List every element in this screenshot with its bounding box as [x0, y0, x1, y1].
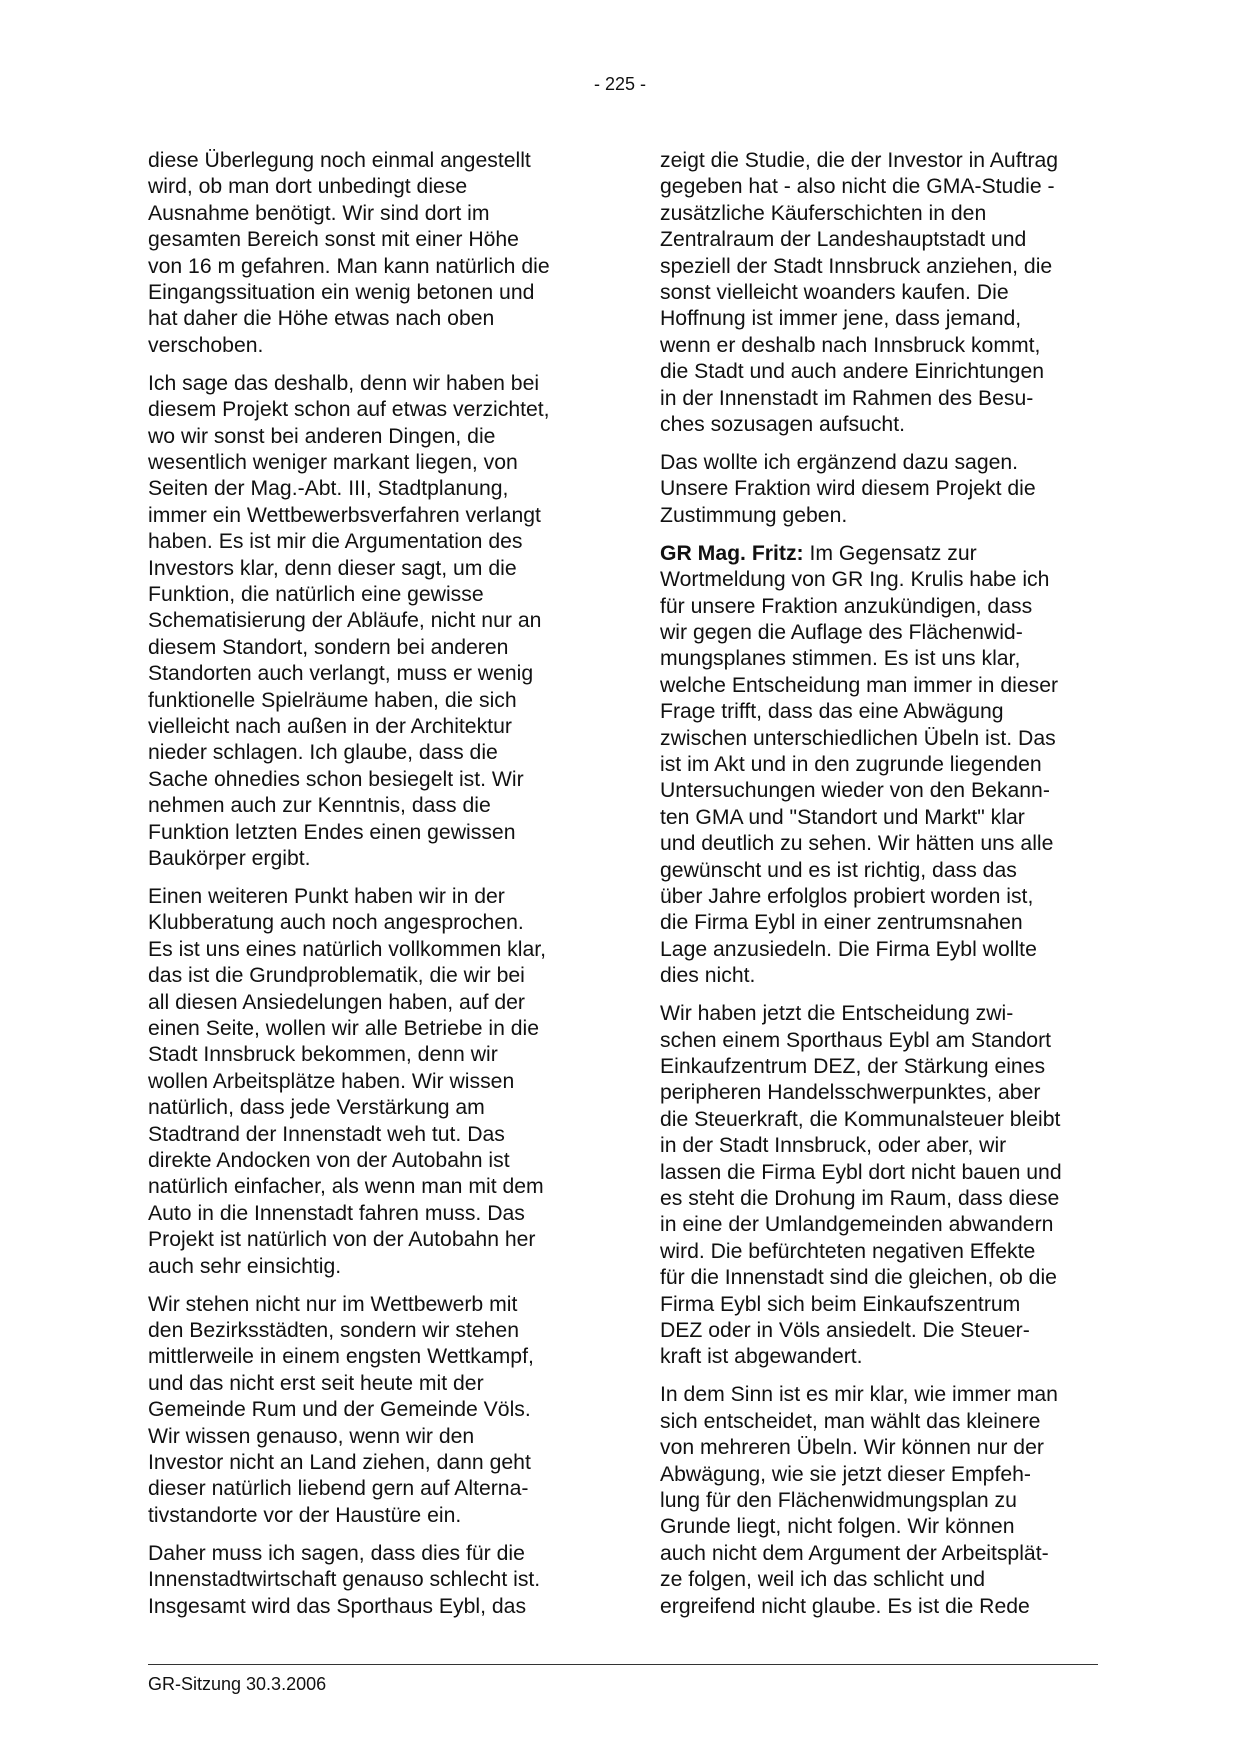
text-line: Standorten auch verlangt, muss er wenig	[148, 662, 534, 686]
text-line: den Bezirksstädten, sondern wir stehen	[148, 1318, 519, 1342]
text-line: Schematisierung der Abläufe, nicht nur an	[148, 609, 542, 633]
text-line: sonst vielleicht woanders kaufen. Die	[660, 281, 1009, 305]
text-line: Untersuchungen wieder von den Bekann-	[660, 779, 1050, 803]
text-line: Firma Eybl sich beim Einkaufszentrum	[660, 1292, 1021, 1316]
text-line: mittlerweile in einem engsten Wettkampf,	[148, 1345, 534, 1369]
text-line: in eine der Umlandgemeinden abwandern	[660, 1213, 1054, 1237]
text-line: Wir stehen nicht nur im Wettbewerb mit	[148, 1292, 518, 1316]
text-line: Einen weiteren Punkt haben wir in der	[148, 884, 505, 908]
text-line: direkte Andocken von der Autobahn ist	[148, 1149, 510, 1173]
text-line: mungsplanes stimmen. Es ist uns klar,	[660, 647, 1021, 671]
text-line: wenn er deshalb nach Innsbruck kommt,	[660, 333, 1041, 357]
text-line: dies nicht.	[660, 964, 756, 988]
text-line: Wir wissen genauso, wenn wir den	[148, 1424, 475, 1448]
text-line: verschoben.	[148, 333, 264, 357]
text-line: für unsere Fraktion anzukündigen, dass	[660, 594, 1033, 618]
text-line: dieser natürlich liebend gern auf Alterna-	[148, 1477, 529, 1501]
text-line: wird. Die befürchteten negativen Effekte	[660, 1239, 1036, 1263]
text-line: Daher muss ich sagen, dass dies für die	[148, 1541, 525, 1565]
text-line: speziell der Stadt Innsbruck anziehen, die	[660, 254, 1053, 278]
text-line: Innenstadtwirtschaft genauso schlecht ist.	[148, 1568, 541, 1592]
text-line: wo wir sonst bei anderen Dingen, die	[148, 424, 496, 448]
text-line: wird, ob man dort unbedingt diese	[148, 175, 468, 199]
text-line: es steht die Drohung im Raum, dass diese	[660, 1186, 1060, 1210]
paragraph	[148, 1541, 588, 1620]
paragraph	[148, 371, 588, 873]
text-line: sich entscheidet, man wählt das kleinere	[660, 1409, 1041, 1433]
text-line: nieder schlagen. Ich glaube, dass die	[148, 741, 498, 765]
text-line: Stadt Innsbruck bekommen, denn wir	[148, 1043, 498, 1067]
speaker-name: GR Mag. Fritz:	[660, 541, 804, 565]
paragraph	[148, 148, 588, 359]
text-line: In dem Sinn ist es mir klar, wie immer man	[660, 1383, 1058, 1407]
left-column	[148, 148, 588, 1631]
text-line: gesamten Bereich sonst mit einer Höhe	[148, 228, 519, 252]
paragraph	[660, 541, 1100, 990]
text-line: diesem Projekt schon auf etwas verzichtet,	[148, 398, 550, 422]
text-line: Zentralraum der Landeshauptstadt und	[660, 228, 1027, 252]
text-line: natürlich, dass jede Verstärkung am	[148, 1096, 485, 1120]
text-line: auch nicht dem Argument der Arbeitsplät-	[660, 1541, 1049, 1565]
text-line: Unsere Fraktion wird diesem Projekt die	[660, 477, 1036, 501]
text-line: Sache ohnedies schon besiegelt ist. Wir	[148, 767, 524, 791]
text-line: nehmen auch zur Kenntnis, dass die	[148, 794, 491, 818]
text-line: für die Innenstadt sind die gleichen, ob die	[660, 1266, 1057, 1290]
text-line: Funktion letzten Endes einen gewissen	[148, 820, 516, 844]
text-line: auch sehr einsichtig.	[148, 1254, 342, 1278]
text-line: ten GMA und "Standort und Markt" klar	[660, 805, 1025, 829]
text-line: Wortmeldung von GR Ing. Krulis habe ich	[660, 568, 1050, 592]
text-line: Grunde liegt, nicht folgen. Wir können	[660, 1515, 1015, 1539]
text-line: Hoffnung ist immer jene, dass jemand,	[660, 307, 1022, 331]
text-line: Abwägung, wie sie jetzt dieser Empfeh-	[660, 1462, 1031, 1486]
text-line: zwischen unterschiedlichen Übeln ist. Das	[660, 726, 1056, 750]
text-line: wesentlich weniger markant liegen, von	[148, 450, 518, 474]
text-line: Ausnahme benötigt. Wir sind dort im	[148, 201, 490, 225]
text-line: ergreifend nicht glaube. Es ist die Rede	[660, 1594, 1030, 1618]
footer-divider	[148, 1664, 1098, 1665]
text-line: in der Stadt Innsbruck, oder aber, wir	[660, 1134, 1007, 1158]
text-line: in der Innenstadt im Rahmen des Besu-	[660, 386, 1034, 410]
text-line: Eingangssituation ein wenig betonen und	[148, 281, 535, 305]
text-line: über Jahre erfolglos probiert worden ist,	[660, 884, 1034, 908]
paragraph	[660, 148, 1100, 438]
paragraph	[660, 1001, 1100, 1371]
text-line: und das nicht erst seit heute mit der	[148, 1371, 484, 1395]
text-line: Es ist uns eines natürlich vollkommen klar,	[148, 937, 547, 961]
text-line: ches sozusagen aufsucht.	[660, 413, 905, 437]
paragraph	[660, 1382, 1100, 1620]
text-line: tivstandorte vor der Haustüre ein.	[148, 1503, 462, 1527]
text-line: lassen die Firma Eybl dort nicht bauen und	[660, 1160, 1062, 1184]
text-line: das ist die Grundproblematik, die wir bei	[148, 964, 525, 988]
text-line: hat daher die Höhe etwas nach oben	[148, 307, 495, 331]
text-line: ist im Akt und in den zugrunde liegenden	[660, 752, 1042, 776]
text-line: von 16 m gefahren. Man kann natürlich die	[148, 254, 550, 278]
text-line: ze folgen, weil ich das schlicht und	[660, 1568, 986, 1592]
text-line: Auto in die Innenstadt fahren muss. Das	[148, 1201, 525, 1225]
text-line: gegeben hat - also nicht die GMA-Studie -	[660, 175, 1055, 199]
text-line: Funktion, die natürlich eine gewisse	[148, 583, 484, 606]
text-line: gewünscht und es ist richtig, dass das	[660, 858, 1017, 882]
text-line: Klubberatung auch noch angesprochen.	[148, 911, 524, 935]
text-line: wollen Arbeitsplätze haben. Wir wissen	[148, 1069, 515, 1093]
text-line: die Stadt und auch andere Einrichtungen	[660, 360, 1045, 384]
text-line: zusätzliche Käuferschichten in den	[660, 201, 987, 225]
text-line: Gemeinde Rum und der Gemeinde Völs.	[148, 1398, 531, 1422]
text-line: Frage trifft, dass das eine Abwägung	[660, 700, 1004, 724]
text-line: lung für den Flächenwidmungsplan zu	[660, 1488, 1017, 1512]
text-line: wir gegen die Auflage des Flächenwid-	[660, 620, 1023, 644]
text-line: funktionelle Spielräume haben, die sich	[148, 688, 517, 712]
text-line: DEZ oder in Völs ansiedelt. Die Steuer-	[660, 1318, 1030, 1342]
text-line: die Firma Eybl in einer zentrumsnahen	[660, 911, 1023, 935]
text-line: Zustimmung geben.	[660, 503, 848, 527]
text-line: Wir haben jetzt die Entscheidung zwi-	[660, 1002, 1014, 1026]
text-line: diesem Standort, sondern bei anderen	[148, 635, 509, 659]
footer-session-date: GR-Sitzung 30.3.2006	[148, 1674, 327, 1694]
text-line: von mehreren Übeln. Wir können nur der	[660, 1436, 1044, 1460]
text-line: Investor nicht an Land ziehen, dann geht	[148, 1451, 531, 1474]
text-line: zeigt die Studie, die der Investor in Auftrag	[660, 149, 1059, 172]
text-line: einen Seite, wollen wir alle Betriebe in die	[148, 1017, 540, 1040]
text-line: die Steuerkraft, die Kommunalsteuer bleibt	[660, 1107, 1061, 1131]
text-line: schen einem Sporthaus Eybl am Standort	[660, 1028, 1052, 1052]
text-line: peripheren Handelsschwerpunktes, aber	[660, 1081, 1041, 1105]
text-line: all diesen Ansiedelungen haben, auf der	[148, 990, 525, 1014]
text-line: Projekt ist natürlich von der Autobahn her	[148, 1228, 536, 1252]
speaker-line	[660, 541, 1100, 567]
paragraph	[148, 1292, 588, 1530]
text-line: diese Überlegung noch einmal angestellt	[148, 149, 531, 172]
text-line: Investors klar, denn dieser sagt, um die	[148, 556, 517, 580]
text-line: natürlich einfacher, als wenn man mit dem	[148, 1175, 544, 1199]
text-line: Seiten der Mag.-Abt. III, Stadtplanung,	[148, 477, 509, 501]
text-line: immer ein Wettbewerbsverfahren verlangt	[148, 503, 541, 527]
text-line: Das wollte ich ergänzend dazu sagen.	[660, 450, 1019, 474]
text-line: Einkaufzentrum DEZ, der Stärkung eines	[660, 1054, 1046, 1078]
text-line: haben. Es ist mir die Argumentation des	[148, 530, 523, 554]
text-line: Stadtrand der Innenstadt weh tut. Das	[148, 1122, 505, 1146]
text-line: Insgesamt wird das Sporthaus Eybl, das	[148, 1594, 527, 1618]
text-line: Lage anzusiedeln. Die Firma Eybl wollte	[660, 937, 1037, 961]
paragraph	[148, 884, 588, 1280]
text-line: vielleicht nach außen in der Architektur	[148, 715, 512, 739]
text-line: und deutlich zu sehen. Wir hätten uns alle	[660, 832, 1054, 856]
text-line: Ich sage das deshalb, denn wir haben bei	[148, 371, 540, 395]
text-line: kraft ist abgewandert.	[660, 1345, 863, 1369]
text-line: welche Entscheidung man immer in dieser	[660, 673, 1059, 697]
text-line: Baukörper ergibt.	[148, 847, 311, 871]
paragraph	[660, 450, 1100, 529]
speaker-line-text: Im Gegensatz zur	[803, 541, 977, 565]
page-number: - 225 -	[593, 74, 647, 94]
right-column	[660, 148, 1100, 1631]
